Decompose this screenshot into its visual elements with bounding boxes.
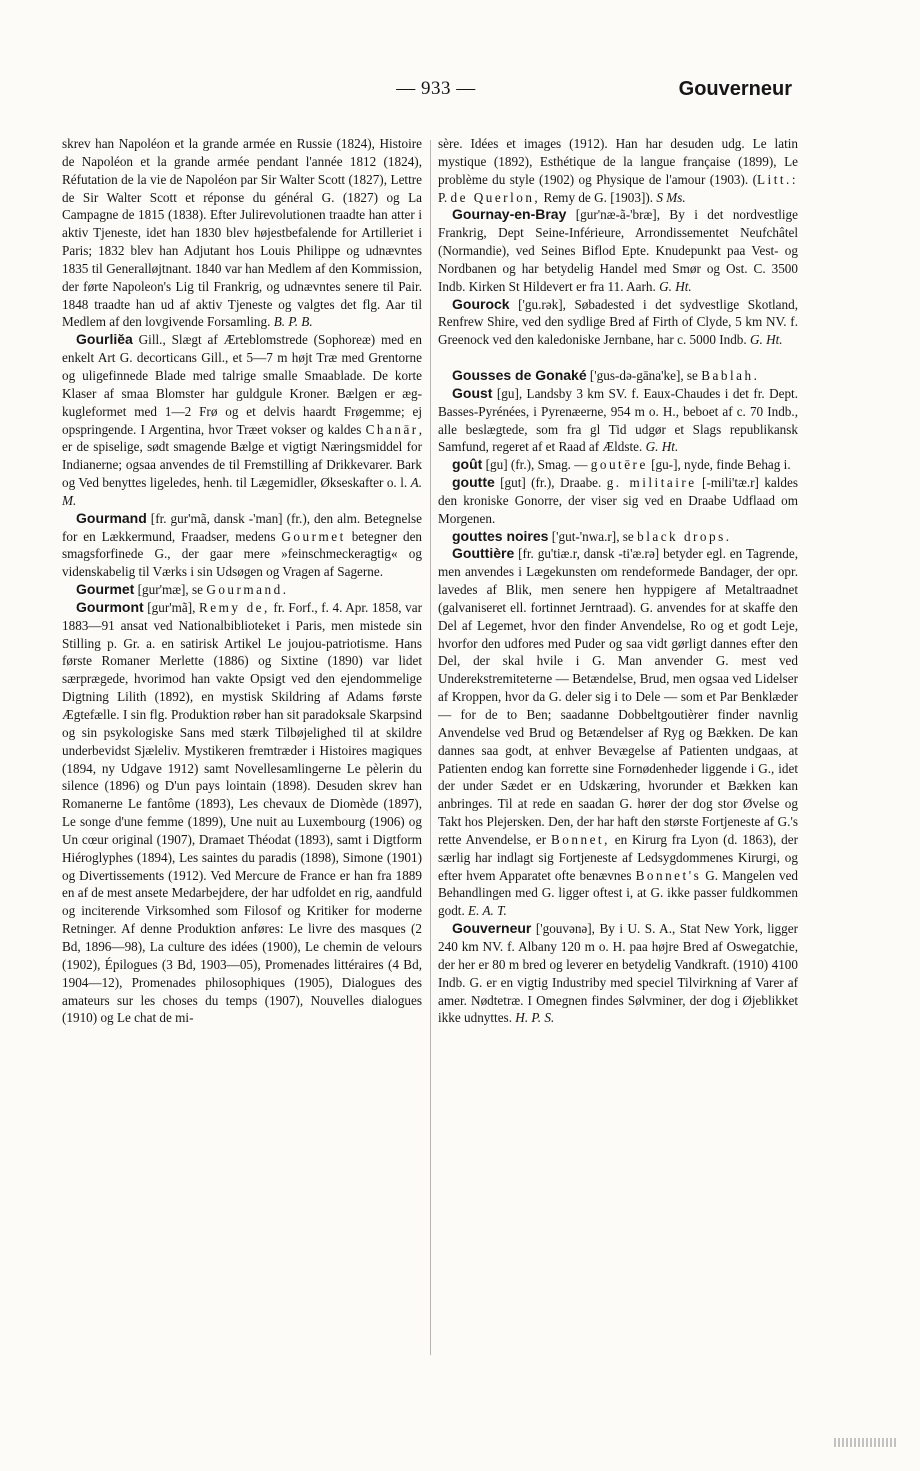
entry-text: skrev han Napoléon et la grande armée en Russie (1824), Histoire de Napoléon et la grande armée pendant l'année 1812 (1824), Réfutation de la vie de Napoléon par Sir Walter Scott (1827), Lettre de Sir Walter Scott et réponse du général G. (1827) og La Campagne de 1815 (1838). Efter Julirevolutionen traadte han atter i aktiv Tjeneste, idet han 1830 blev højestbefalende for Artilleriet i Paris; 1832 blev han Adjutant hos Louis Philippe og udnævntes 1835 til Generalløjtnant. 1840 var han Medlem af den Kommission, der førte Napoleon's Lig til Frankrig, og udnævntes senere til Pair. 1848 traadte han ud af aktiv Tjeneste og valgtes det flg. Aar til Medlem af den lovgivende Forsamling. bbox=[62, 136, 422, 330]
entry-text: ['gouvənə], By i U. S. A., Stat New York, ligger 240 km NV. f. Albany 120 m o. H. paa højre Bred af Oswegatchie, der her er 80 m bred og leverer en betydelig Vandkraft. (1910) 4100 Indb. G. er en vigtig Industriby med speciel Tilvirkning af Varer af amer. Nødtetræ. I Omegnen findes Sølvminer, der dog i Øjeblikket ikke udnyttes. bbox=[438, 921, 798, 1026]
entry-text: [-mili'tæ.r] kaldes den kroniske Gonorre, der viser sig ved en Draabe Udflaad om Morgenen. bbox=[438, 475, 798, 526]
spaced-term: Bonnet's bbox=[635, 867, 702, 883]
headword: Gourliĕa bbox=[76, 331, 133, 348]
spaced-term: Gourmet bbox=[281, 528, 346, 544]
entry-gourmet bbox=[62, 581, 422, 599]
cross-reference: Gourmand. bbox=[206, 582, 289, 598]
entry-signature: A. M. bbox=[62, 475, 422, 508]
entry-signature: G. Ht. bbox=[750, 332, 783, 348]
entry-text: , er de spiselige, sødt smagende Bælge et vigtigt Næringsmiddel for Indianerne; ogsaa anvendes de til Fremstilling af Drikkevarer. Bark og Ved benyttes ligeledes, henh. til Lægemidler, Økseskafter o. l. bbox=[62, 421, 422, 491]
cross-reference: black drops. bbox=[637, 528, 732, 544]
headword: Gourock bbox=[452, 295, 510, 312]
headword: Gouttière bbox=[452, 545, 515, 562]
entry-text: sère. Idées et images (1912). Han har desuden udg. Le latin mystique (1892), Esthétique de la langue française (1899), Le problème du style (1902) og Physique de l'amour (1903). ( bbox=[438, 136, 798, 187]
entry-gouverneur bbox=[438, 920, 798, 1027]
entry-gouttes-noires bbox=[438, 528, 798, 546]
spaced-term: Remy de, bbox=[199, 599, 270, 615]
headword: goutte bbox=[452, 474, 495, 491]
entry-text: Remy de G. [1903]). bbox=[543, 189, 654, 205]
entry-text: [gut] (fr.), Draabe. bbox=[500, 475, 602, 491]
right-column bbox=[438, 135, 798, 1375]
entry-gousses bbox=[438, 367, 798, 385]
entry-text: [fr. gur'mã, dansk -'man] (fr.), den alm. Betegnelse for en Lækkermund, Fraadser, medens bbox=[62, 510, 422, 544]
headword: Gouverneur bbox=[452, 920, 532, 937]
entry-gouttiere bbox=[438, 545, 798, 920]
entry-text: [gu-], nyde, finde Behag i. bbox=[651, 457, 791, 473]
headword: Gousses de Gonaké bbox=[452, 366, 587, 383]
cross-reference: Bablah. bbox=[701, 367, 760, 383]
entry-gourmont bbox=[62, 599, 422, 1027]
entry-signature: E. A. T. bbox=[468, 903, 507, 919]
entry-text: [fr. gu'tiæ.r, dansk -ti'æ.rə] betyder egl. en Tagrende, men anvendes i Lægekunsten om rendeformede Bandager, der opr. lavedes af Blik, men senere hen hyppigere af Metaltraadnet (galvaniseret ell. fortinnet Jerntraad). G. anvendes for at skaffe den Del af Legemet, hvor den finder Anvendelse, Ro og et godt Leje, hvorfor den udfores med Puder og saa vidt gørligt dannes efter den Del, der skal hvile i G. Man anvender G. mest ved Underekstremiteterne — Betændelse, Brud, men ogsaa ved Lidelser af Kroppen, hvor da G. deler sig i to Dele — som et Par Benklæder — for de to Ben; saadanne Dobbeltgoutièrer finder navnlig Anvendelse ved Brud og Betændelser af Ryg og Bækken. De kan dannes saa godt, at enhver Bevægelse af Patienten undgaas, at Patienten endog kan forrette sine Fornødenheder liggende i G., idet der under Sædet er en Udskæring, hvorunder et Bækken kan anbringes. Til at rede en saadan G. hører der dog stor Øvelse og Takt hos Plejersken. Den, der har haft den største Fortjeneste af G.'s rette Anvendelse, er bbox=[438, 546, 798, 847]
entry-napoleon-continuation bbox=[62, 135, 422, 331]
entry-text: [gur'mã], bbox=[147, 599, 196, 615]
entry-signature: G. Ht. bbox=[645, 439, 679, 455]
spaced-term: de Querlon, bbox=[450, 189, 541, 205]
entry-gourock bbox=[438, 296, 798, 350]
entry-signature: H. P. S. bbox=[515, 1010, 555, 1026]
spaced-term: g. militaire bbox=[606, 475, 697, 491]
column-divider bbox=[430, 140, 431, 1355]
entry-gourmont-continuation bbox=[438, 135, 798, 206]
entry-text: ['gus-də-gāna'ke], se bbox=[589, 367, 698, 383]
entry-text: ['gu.rək], Søbadested i det sydvestlige Skotland, Renfrew Shire, ved den sydlige Bred af Firth of Clyde, 5 km NV. f. Greenock ved den kaledoniske Jernbane, har c. 5000 Indb. bbox=[438, 296, 798, 348]
headword: Gournay-en-Bray bbox=[452, 206, 567, 223]
entry-text: [gur'mæ], se bbox=[137, 582, 204, 598]
entry-text: [gu], Landsby 3 km SV. f. Eaux-Chaudes i det fr. Dept. Basses-Pyrénées, i Pyrenæerne, 954 m o. H., beboet af c. 70 Indb., alle beslægtede, som fra gl Tid udgør et Slags republikansk Samfund, regeret af et Raad af Ældste. bbox=[438, 385, 798, 455]
running-head: Gouverneur bbox=[678, 78, 792, 100]
spaced-term: Bonnet, bbox=[551, 831, 610, 847]
entry-text: Gill., Slægt af Ærteblomstrede (Sophoreæ) med en enkelt Art G. decorticans Gill., et 5—7 m højt Træ med Grentorne og uligefinnede Blade med talrige smalle Smaablade. De korte Klaser af smaa Blomster har guldgule Kroner. Bælgen er æg-kugleformet med 1—2 Frø og et delvis haardt Frøgemme; ej opspringende. I Argentina, hvor Træet vokser og kaldes bbox=[62, 332, 422, 437]
entry-text: P. bbox=[438, 189, 448, 205]
page-header bbox=[0, 78, 920, 108]
headword: goût bbox=[452, 456, 483, 473]
entry-gournay bbox=[438, 206, 798, 295]
entry-goust bbox=[438, 385, 798, 456]
headword: Gourmet bbox=[76, 581, 135, 598]
scan-artifact bbox=[834, 1438, 898, 1447]
entry-text: [gu] (fr.), Smag. — bbox=[485, 457, 588, 473]
entry-text: G. Mangelen ved Behandlingen med G. ligger oftest i, at G. ikke passer fuldkommen godt. bbox=[438, 867, 798, 919]
page-number: — 933 — bbox=[396, 78, 476, 99]
entry-text: betegner den smagsforfinede G., der gaar mere »feinschmeckeragtig« og videnskabelig til Værks i sin Udsøgen og Vragen af Sagerne. bbox=[62, 528, 422, 580]
headword: Gourmand bbox=[76, 509, 147, 526]
headword: Gourmont bbox=[76, 598, 144, 615]
entry-gourmand bbox=[62, 510, 422, 581]
entry-text: fr. Forf., f. 4. Apr. 1858, var 1883—91 ansat ved Nationalbiblioteket i Paris, men mistede sin Stilling p. Gr. a. en satirisk Artikel Le joujou-patriotisme. Hans første Romaner Merlette (1886) og Sixtine (1890) var lidet særprægede, hvorimod han vakte Opsigt ved den ejendommelige Digtning Lilith (1892), en mystisk Skildring af Adams første Ægtefælle. I sin flg. Produktion røber han sit paradoksale Skarpsind og sin psykologiske Sans med stærk Tilbøjelighed til at skildre underbevidst Sjæleliv. Mystikeren fremtræder i Histoires magiques (1894, ny Udgave 1912) samt Novellesamlingerne Le pèlerin du silence (1896) og D'un pays lointain (1898). Desuden skrev han Romanerne Le fantôme (1893), Les chevaux de Diomède (1897), Le songe d'une femme (1899), Une nuit au Luxembourg (1906) og Un cœur original (1907), Dramaet Théodat (1893), samt i Digtform Hiéroglyphes (1894), Les saintes du paradis (1898), Simone (1901) og Divertissements (1912). Ved Mercure de France er han fra 1889 en af de mest ansete Medarbejdere, der har udfoldet en rig, aandfuld og inciterende Virksomhed som Filosof og Kritiker for moderne Retninger. Af denne Produktion anføres: Le livre des masques (2 Bd, 1896—98), La culture des idées (1900), Le chemin de velours (1902), Épilogues (3 Bd, 1903—05), Promenades littéraires (4 Bd, 1904—12), Promenades philosophiques (1905), Dialogues des amateurs sur les choses du temps (1907), Nouvelles dialogues (1910) og Le chat de mi- bbox=[62, 599, 422, 1026]
entry-signature: G. Ht. bbox=[659, 278, 692, 294]
entry-gourliea bbox=[62, 331, 422, 509]
entry-signature: S Ms. bbox=[656, 189, 686, 205]
entry-text: ['gut-'nwa.r], se bbox=[551, 528, 634, 544]
entry-text: [gur'næ-ã-'bræ], By i det nordvestlige Frankrig, Dept Seine-Inférieure, Arrondissementet Neufchâtel (Normandie), ved Seines Biflod Epte. Knudepunkt paa Vest- og Nordbanen og har betydelig Handel med Smør og Ost. C. 3500 Indb. Kirken St Hildevert er fra 11. Aarh. bbox=[438, 207, 798, 294]
spaced-term: Litt.: bbox=[756, 171, 798, 187]
entry-gout bbox=[438, 456, 798, 474]
entry-goutte bbox=[438, 474, 798, 528]
spaced-term: goutēre bbox=[590, 457, 648, 473]
spaced-term: Chanār bbox=[365, 421, 419, 437]
entry-signature: B. P. B. bbox=[273, 314, 313, 330]
headword: gouttes noires bbox=[452, 527, 549, 544]
left-column bbox=[62, 135, 422, 1375]
headword: Goust bbox=[452, 384, 493, 401]
entry-text: en Kirurg fra Lyon (d. 1863), der særlig har indlagt sig Fortjeneste af Ledsygdommenes Kirurgi, og efter hvem Apparatet ofte benævnes bbox=[438, 831, 798, 883]
